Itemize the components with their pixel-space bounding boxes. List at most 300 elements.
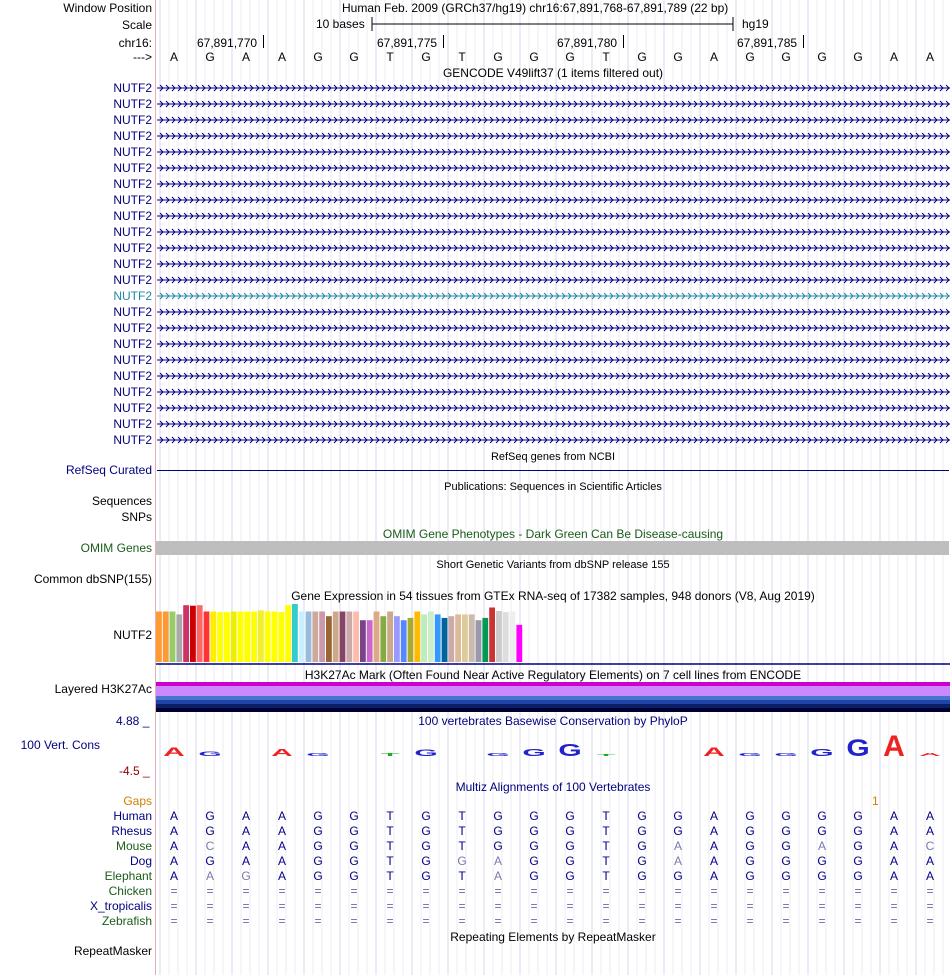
phylop-base-letter: T xyxy=(380,752,400,758)
alignment-base: G xyxy=(529,824,539,838)
gencode-transcript-line[interactable] xyxy=(157,257,950,271)
gtex-tissue-bar[interactable] xyxy=(210,612,216,663)
alignment-base: = xyxy=(602,899,610,913)
refseq-label[interactable]: RefSeq Curated xyxy=(65,463,152,477)
alignment-base: = xyxy=(674,884,682,898)
alignment-base: G xyxy=(493,839,503,853)
alignment-base: A xyxy=(709,869,718,883)
alignment-base: G xyxy=(781,869,791,883)
gtex-tissue-bar[interactable] xyxy=(476,620,482,662)
alignment-base: A xyxy=(169,809,178,823)
alignment-base: G xyxy=(205,809,215,823)
phylop-base-letter: A xyxy=(703,744,725,759)
alignment-base: A xyxy=(277,809,286,823)
gtex-tissue-bar[interactable] xyxy=(197,605,203,662)
gencode-transcript-label[interactable]: NUTF2 xyxy=(113,145,152,159)
species-label[interactable]: Human xyxy=(113,809,152,823)
alignment-base: = xyxy=(206,899,214,913)
reference-base: T xyxy=(602,50,610,64)
alignment-base: = xyxy=(422,884,430,898)
alignment-base: A xyxy=(277,854,286,868)
reference-base: G xyxy=(565,50,575,64)
gencode-transcript-line[interactable] xyxy=(157,97,950,111)
alignment-base: G xyxy=(817,869,827,883)
reference-base: A xyxy=(889,50,898,64)
alignment-base: = xyxy=(566,884,574,898)
gencode-transcript-label[interactable]: NUTF2 xyxy=(113,385,152,399)
alignment-base: T xyxy=(602,809,610,823)
alignment-base: T xyxy=(602,854,610,868)
gtex-tissue-bar[interactable] xyxy=(496,611,502,662)
gencode-transcript-line[interactable] xyxy=(157,273,950,287)
phylop-base-letter: G xyxy=(486,752,510,758)
gtex-tissue-bar[interactable] xyxy=(265,612,271,663)
gencode-transcript-label[interactable]: NUTF2 xyxy=(113,225,152,239)
alignment-base: = xyxy=(386,914,394,928)
gtex-tissue-bar[interactable] xyxy=(312,612,318,663)
alignment-base: = xyxy=(926,884,934,898)
gencode-transcript-line[interactable] xyxy=(157,401,950,415)
gencode-transcript-label[interactable]: NUTF2 xyxy=(113,241,152,255)
phylop-logo[interactable] xyxy=(156,730,950,760)
species-label[interactable]: Chicken xyxy=(108,884,152,898)
reference-base: G xyxy=(637,50,647,64)
phylop-base-letter: A xyxy=(919,752,941,758)
alignment-base: = xyxy=(494,884,502,898)
alignment-base: G xyxy=(781,824,791,838)
alignment-base: = xyxy=(674,914,682,928)
gencode-transcript-line[interactable] xyxy=(157,369,950,383)
alignment-base: G xyxy=(313,824,323,838)
gencode-transcript-label[interactable]: NUTF2 xyxy=(113,129,152,143)
gencode-transcript-line[interactable] xyxy=(157,321,950,335)
alignment-base: = xyxy=(710,899,718,913)
refseq-line[interactable] xyxy=(157,470,949,471)
alignment-base: = xyxy=(350,884,358,898)
gencode-transcript-label[interactable]: NUTF2 xyxy=(113,97,152,111)
alignment-base: G xyxy=(817,854,827,868)
gencode-transcript-label[interactable]: NUTF2 xyxy=(113,273,152,287)
phylop-base-letter: A xyxy=(163,744,185,759)
snps-label[interactable]: SNPs xyxy=(121,510,152,524)
scale-bar xyxy=(370,16,740,32)
alignment-base: = xyxy=(422,899,430,913)
publications-title: Publications: Sequences in Scientific Articles xyxy=(444,481,662,493)
gtex-tissue-bar[interactable] xyxy=(516,625,522,662)
reference-base: G xyxy=(817,50,827,64)
gencode-transcript-line[interactable] xyxy=(157,225,950,239)
reference-base: G xyxy=(853,50,863,64)
alignment-base: G xyxy=(817,809,827,823)
alignment-base: = xyxy=(278,899,286,913)
gencode-transcript-line[interactable] xyxy=(157,177,950,191)
alignment-base: A xyxy=(925,854,934,868)
reference-base: A xyxy=(277,50,286,64)
alignment-base: = xyxy=(314,899,322,913)
omim-bar[interactable] xyxy=(156,541,949,555)
gtex-tissue-bar[interactable] xyxy=(231,612,237,663)
alignment-base: G xyxy=(781,809,791,823)
alignment-base: = xyxy=(350,899,358,913)
alignment-base: G xyxy=(349,809,359,823)
gencode-transcript-label[interactable]: NUTF2 xyxy=(113,81,152,95)
reference-base: G xyxy=(205,50,215,64)
alignment-base: G xyxy=(853,824,863,838)
alignment-base: G xyxy=(529,869,539,883)
gtex-tissue-bar[interactable] xyxy=(380,616,386,662)
gencode-transcript-line[interactable] xyxy=(157,193,950,207)
gencode-transcript-label[interactable]: NUTF2 xyxy=(113,177,152,191)
gtex-tissue-bar[interactable] xyxy=(292,604,298,662)
gtex-tissue-bar[interactable] xyxy=(346,612,352,663)
alignment-base: A xyxy=(493,869,502,883)
gencode-transcript-line[interactable] xyxy=(157,129,950,143)
alignment-base: = xyxy=(638,914,646,928)
alignment-base: = xyxy=(170,914,178,928)
gencode-transcript-line[interactable] xyxy=(157,81,950,95)
reference-base: G xyxy=(421,50,431,64)
gtex-tissue-bar[interactable] xyxy=(299,612,305,663)
gencode-transcript-label[interactable]: NUTF2 xyxy=(113,433,152,447)
alignment-base: G xyxy=(637,824,647,838)
alignment-base: = xyxy=(278,884,286,898)
alignment-base: G xyxy=(673,824,683,838)
alignment-base: T xyxy=(386,809,394,823)
reference-base: T xyxy=(458,50,466,64)
alignment-base: C xyxy=(205,839,215,853)
gtex-tissue-bar[interactable] xyxy=(442,618,448,662)
reference-base: A xyxy=(709,50,718,64)
gtex-tissue-bar[interactable] xyxy=(421,614,427,662)
dbsnp-label[interactable]: Common dbSNP(155) xyxy=(33,572,152,586)
gtex-tissue-bar[interactable] xyxy=(414,612,420,663)
alignment-base: G xyxy=(853,809,863,823)
h3k27ac-signal[interactable] xyxy=(156,682,950,712)
alignment-base: = xyxy=(638,884,646,898)
omim-title: OMIM Gene Phenotypes - Dark Green Can Be Disease-causing xyxy=(382,527,724,541)
alignment-base: A xyxy=(169,824,178,838)
alignment-base: = xyxy=(602,914,610,928)
alignment-base: G xyxy=(745,869,755,883)
phylop-base-letter: G xyxy=(558,740,582,760)
alignment-base: = xyxy=(566,914,574,928)
alignment-base: G xyxy=(421,869,431,883)
phylop-label[interactable]: 100 Vert. Cons xyxy=(20,738,100,752)
alignment-base: G xyxy=(673,809,683,823)
alignment-base: A xyxy=(241,809,250,823)
alignment-base: = xyxy=(206,914,214,928)
gtex-tissue-bar[interactable] xyxy=(367,620,373,662)
alignment-base: = xyxy=(242,884,250,898)
alignment-base: T xyxy=(458,824,466,838)
gencode-transcript-line[interactable] xyxy=(157,113,950,127)
gap-mark: 1 xyxy=(872,794,879,808)
gtex-tissue-bar[interactable] xyxy=(163,612,169,663)
gtex-tissue-bar[interactable] xyxy=(462,614,468,662)
alignment-base: G xyxy=(421,809,431,823)
alignment-base: A xyxy=(673,854,682,868)
gencode-transcript-line[interactable] xyxy=(157,161,950,175)
reference-base: G xyxy=(745,50,755,64)
gtex-tissue-bar[interactable] xyxy=(360,620,366,662)
alignment-base: A xyxy=(709,854,718,868)
alignment-base: = xyxy=(818,884,826,898)
alignment-base: T xyxy=(458,839,466,853)
gtex-tissue-bar[interactable] xyxy=(238,612,244,663)
gaps-label[interactable]: Gaps xyxy=(123,794,152,808)
coord-tick xyxy=(623,35,624,48)
alignment-base: A xyxy=(241,839,250,853)
alignment-base: A xyxy=(169,854,178,868)
reference-base: G xyxy=(673,50,683,64)
alignment-base: = xyxy=(638,899,646,913)
phylop-base-letter: G xyxy=(810,746,834,759)
gencode-transcript-label[interactable]: NUTF2 xyxy=(113,161,152,175)
species-label[interactable]: Mouse xyxy=(115,839,152,853)
repeatmasker-title: Repeating Elements by RepeatMasker xyxy=(450,930,656,944)
alignment-base: T xyxy=(458,809,466,823)
gencode-transcript-line[interactable] xyxy=(157,417,950,431)
alignment-base: G xyxy=(853,869,863,883)
alignment-base: = xyxy=(170,899,178,913)
gencode-transcript-line[interactable] xyxy=(157,241,950,255)
gencode-transcript-line[interactable] xyxy=(157,337,950,351)
alignment-base: G xyxy=(241,869,251,883)
gtex-tissue-bar[interactable] xyxy=(183,605,189,662)
alignment-base: A xyxy=(169,869,178,883)
alignment-base: = xyxy=(458,914,466,928)
alignment-base: T xyxy=(602,839,610,853)
gtex-tissue-bar[interactable] xyxy=(285,605,291,662)
chrom-label: chr16: xyxy=(118,36,152,50)
gtex-tissue-bar[interactable] xyxy=(156,612,162,663)
alignment-base: A xyxy=(277,869,286,883)
gtex-tissue-bar[interactable] xyxy=(224,612,230,662)
species-label[interactable]: Rhesus xyxy=(111,824,152,838)
gtex-tissue-bar[interactable] xyxy=(435,614,441,662)
coord-label: 67,891,770 xyxy=(197,36,258,50)
alignment-base: = xyxy=(854,899,862,913)
gtex-tissue-bar[interactable] xyxy=(190,606,196,662)
gtex-tissue-bar[interactable] xyxy=(408,618,414,662)
gtex-tissue-bar[interactable] xyxy=(333,612,339,663)
alignment-base: G xyxy=(457,854,467,868)
gtex-tissue-bar[interactable] xyxy=(272,612,278,663)
alignment-base: G xyxy=(745,839,755,853)
gencode-transcript-line[interactable] xyxy=(157,145,950,159)
alignment-base: A xyxy=(205,869,214,883)
alignment-base: G xyxy=(421,839,431,853)
gencode-transcript-label[interactable]: NUTF2 xyxy=(113,417,152,431)
gtex-tissue-bar[interactable] xyxy=(510,612,516,663)
phylop-base-letter: G xyxy=(738,752,762,758)
alignment-base: G xyxy=(421,824,431,838)
gtex-tissue-bar[interactable] xyxy=(394,616,400,662)
gencode-transcript-line[interactable] xyxy=(157,289,950,303)
gencode-transcript-label[interactable]: NUTF2 xyxy=(113,369,152,383)
alignment-base: A xyxy=(889,809,898,823)
reference-base: A xyxy=(241,50,250,64)
coord-tick xyxy=(443,35,444,48)
gencode-transcript-label[interactable]: NUTF2 xyxy=(113,337,152,351)
phylop-max: 4.88 _ xyxy=(116,714,150,728)
alignment-base: C xyxy=(925,839,935,853)
gtex-tissue-bar[interactable] xyxy=(217,612,223,662)
alignment-base: = xyxy=(314,914,322,928)
alignment-base: G xyxy=(781,854,791,868)
alignment-base: = xyxy=(926,914,934,928)
gencode-transcript-label[interactable]: NUTF2 xyxy=(113,289,152,303)
alignment-base: A xyxy=(925,824,934,838)
alignment-base: = xyxy=(818,914,826,928)
omim-label[interactable]: OMIM Genes xyxy=(80,541,152,555)
phylop-base-letter: A xyxy=(271,746,293,759)
repeatmasker-label[interactable]: RepeatMasker xyxy=(73,944,152,958)
alignment-base: = xyxy=(350,914,358,928)
species-label[interactable]: Elephant xyxy=(104,869,152,883)
gtex-tissue-bar[interactable] xyxy=(251,612,257,663)
alignment-base: T xyxy=(386,869,394,883)
reference-base: G xyxy=(529,50,539,64)
alignment-base: G xyxy=(565,869,575,883)
gtex-tissue-bar[interactable] xyxy=(353,612,359,663)
gencode-transcript-label[interactable]: NUTF2 xyxy=(113,257,152,271)
alignment-base: = xyxy=(890,914,898,928)
alignment-base: = xyxy=(314,884,322,898)
gtex-tissue-bar[interactable] xyxy=(204,612,210,663)
refseq-title: RefSeq genes from NCBI xyxy=(490,451,616,463)
alignment-base: A xyxy=(925,869,934,883)
alignment-base: = xyxy=(530,914,538,928)
phylop-base-letter: A xyxy=(883,730,905,760)
window-position-value: Human Feb. 2009 (GRCh37/hg19) chr16:67,891,768-67,891,789 (22 bp) xyxy=(342,1,729,15)
gencode-transcript-line[interactable] xyxy=(157,385,950,399)
alignment-base: G xyxy=(349,869,359,883)
alignment-base: = xyxy=(710,884,718,898)
reference-base: A xyxy=(925,50,934,64)
gtex-label[interactable]: NUTF2 xyxy=(113,628,152,642)
gencode-transcript-label[interactable]: NUTF2 xyxy=(113,353,152,367)
alignment-base: = xyxy=(170,884,178,898)
gencode-title: GENCODE V49lift37 (1 items filtered out) xyxy=(442,66,664,80)
gtex-tissue-bar[interactable] xyxy=(503,612,509,662)
phylop-base-letter: G xyxy=(774,752,798,758)
alignment-base: A xyxy=(889,869,898,883)
gencode-transcript-label[interactable]: NUTF2 xyxy=(113,193,152,207)
alignment-base: G xyxy=(349,854,359,868)
alignment-base: A xyxy=(709,809,718,823)
alignment-base: = xyxy=(674,899,682,913)
coord-label: 67,891,785 xyxy=(737,36,798,50)
alignment-base: = xyxy=(746,884,754,898)
coord-label: 67,891,780 xyxy=(557,36,618,50)
window-position-label: Window Position xyxy=(63,1,152,15)
alignment-base: = xyxy=(530,899,538,913)
gencode-transcript-label[interactable]: NUTF2 xyxy=(113,209,152,223)
alignment-base: = xyxy=(782,899,790,913)
alignment-base: = xyxy=(890,899,898,913)
species-label[interactable]: Dog xyxy=(129,854,152,868)
gtex-tissue-bar[interactable] xyxy=(428,612,434,663)
gtex-tissue-bar[interactable] xyxy=(176,614,182,662)
alignment-base: G xyxy=(313,809,323,823)
gtex-tissue-bar[interactable] xyxy=(278,612,284,662)
gtex-tissue-bar[interactable] xyxy=(244,612,250,663)
gtex-tissue-bar[interactable] xyxy=(170,612,176,663)
gencode-transcript-label[interactable]: NUTF2 xyxy=(113,401,152,415)
alignment-base: G xyxy=(637,854,647,868)
alignment-base: A xyxy=(241,854,250,868)
alignment-base: = xyxy=(782,884,790,898)
gencode-transcript-line[interactable] xyxy=(157,209,950,223)
alignment-base: = xyxy=(710,914,718,928)
gtex-tissue-bar[interactable] xyxy=(469,614,475,662)
gtex-tissue-bar[interactable] xyxy=(387,612,393,663)
gencode-transcript-label[interactable]: NUTF2 xyxy=(113,321,152,335)
gencode-transcript-label[interactable]: NUTF2 xyxy=(113,305,152,319)
coord-tick xyxy=(263,35,264,48)
alignment-base: = xyxy=(602,884,610,898)
gtex-tissue-bar[interactable] xyxy=(455,614,461,662)
alignment-base: A xyxy=(709,839,718,853)
alignment-base: A xyxy=(925,809,934,823)
gtex-tissue-bar[interactable] xyxy=(482,618,488,662)
gtex-tissue-bar[interactable] xyxy=(326,616,332,662)
gencode-transcript-line[interactable] xyxy=(157,433,950,447)
gtex-tissue-bar[interactable] xyxy=(258,610,264,662)
alignment-base: A xyxy=(169,839,178,853)
coord-tick xyxy=(803,35,804,48)
alignment-base: T xyxy=(602,869,610,883)
phylop-base-letter: T xyxy=(596,753,616,757)
gtex-title: Gene Expression in 54 tissues from GTEx RNA-seq of 17382 samples, 948 donors (V8, Aug 2019) xyxy=(291,589,815,603)
alignment-base: T xyxy=(458,869,466,883)
species-label[interactable]: Zebrafish xyxy=(101,914,152,928)
gtex-tissue-bar[interactable] xyxy=(306,612,312,663)
gtex-tissue-bar[interactable] xyxy=(489,608,495,663)
alignment-base: = xyxy=(494,914,502,928)
alignment-base: G xyxy=(205,824,215,838)
gtex-tissue-bar[interactable] xyxy=(340,612,346,663)
alignment-base: = xyxy=(458,884,466,898)
gencode-transcript-label[interactable]: NUTF2 xyxy=(113,113,152,127)
gtex-tissue-bar[interactable] xyxy=(448,616,454,662)
alignment-base: G xyxy=(637,839,647,853)
gtex-tissue-bar[interactable] xyxy=(374,612,380,663)
species-label[interactable]: X_tropicalis xyxy=(89,899,152,913)
alignment-base: A xyxy=(277,839,286,853)
strand-label: ---> xyxy=(133,50,152,64)
phylop-min: -4.5 _ xyxy=(119,764,150,778)
alignment-base: G xyxy=(349,824,359,838)
assembly-label: hg19 xyxy=(742,17,769,31)
gtex-tissue-bar[interactable] xyxy=(319,612,325,663)
gencode-transcript-line[interactable] xyxy=(157,305,950,319)
gtex-bar-chart[interactable] xyxy=(156,603,950,665)
phylop-base-letter: G xyxy=(522,746,546,759)
scale-text: 10 bases xyxy=(316,17,365,31)
sequences-label[interactable]: Sequences xyxy=(91,494,152,508)
alignment-base: = xyxy=(782,914,790,928)
alignment-base: G xyxy=(529,839,539,853)
alignment-base: = xyxy=(242,914,250,928)
h3k27ac-label[interactable]: Layered H3K27Ac xyxy=(54,682,152,696)
alignment-base: G xyxy=(565,854,575,868)
gtex-tissue-bar[interactable] xyxy=(401,620,407,662)
reference-base: G xyxy=(493,50,503,64)
alignment-base: T xyxy=(386,854,394,868)
gencode-transcript-line[interactable] xyxy=(157,353,950,367)
